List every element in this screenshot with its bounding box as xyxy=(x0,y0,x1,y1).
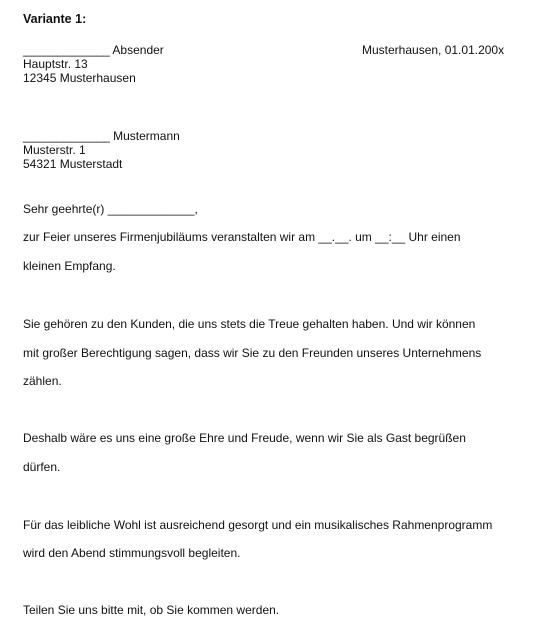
recipient-city: 54321 Musterstadt xyxy=(23,157,123,171)
paragraph-3-line-2: dürfen. xyxy=(23,460,61,474)
paragraph-2-line-3: zählen. xyxy=(23,374,62,388)
sender-city: 12345 Musterhausen xyxy=(23,71,136,85)
sender-street: Hauptstr. 13 xyxy=(23,57,88,71)
sender-name-line: _____________ Absender xyxy=(23,43,164,57)
paragraph-4-line-2: wird den Abend stimmungsvoll begleiten. xyxy=(23,546,241,560)
paragraph-2-line-2: mit großer Berechtigung sagen, dass wir Sie zu den Freunden unseres Unternehmens xyxy=(23,346,482,360)
recipient-name-line: _____________ Mustermann xyxy=(23,129,180,143)
salutation: Sehr geehrte(r) _____________, xyxy=(23,202,198,216)
date-line: Musterhausen, 01.01.200x xyxy=(362,43,505,57)
recipient-street: Musterstr. 1 xyxy=(23,143,86,157)
paragraph-2-line-1: Sie gehören zu den Kunden, die uns stets die Treue gehalten haben. Und wir können xyxy=(23,317,476,331)
paragraph-5-line-1: Teilen Sie uns bitte mit, ob Sie kommen werden. xyxy=(23,603,280,617)
paragraph-4-line-1: Für das leibliche Wohl ist ausreichend gesorgt und ein musikalisches Rahmenprogramm xyxy=(23,518,493,532)
paragraph-3-line-1: Deshalb wäre es uns eine große Ehre und Freude, wenn wir Sie als Gast begrüßen xyxy=(23,431,466,445)
paragraph-1-line-2: kleinen Empfang. xyxy=(23,259,116,273)
document-heading: Variante 1: xyxy=(23,12,87,26)
paragraph-1-line-1: zur Feier unseres Firmenjubiläums veranstalten wir am __.__. um __:__ Uhr einen xyxy=(23,230,461,244)
